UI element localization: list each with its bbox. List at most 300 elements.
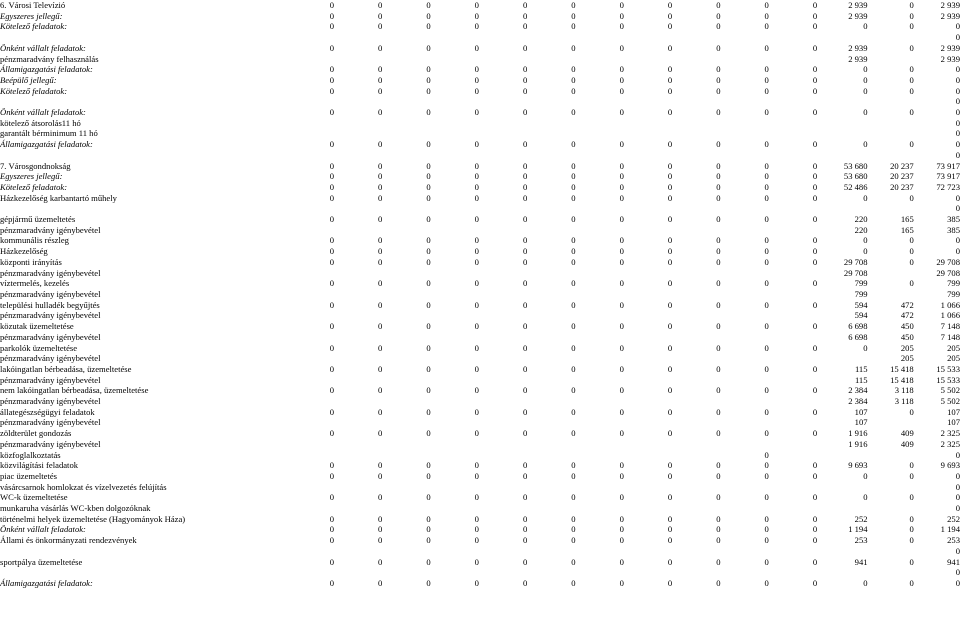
value-cell: 0	[474, 406, 479, 417]
value-cell	[576, 450, 624, 461]
value-cell	[721, 332, 769, 343]
table-row	[0, 482, 960, 493]
value-cell	[431, 439, 479, 450]
row-label-cell	[0, 460, 286, 471]
value-cell: 0	[378, 10, 383, 21]
value-cell: 0	[909, 406, 914, 417]
value-cell: 0	[619, 492, 624, 503]
row-label-cell	[0, 332, 286, 343]
value-cell: 205	[947, 353, 960, 364]
value-cell: 0	[474, 246, 479, 257]
value-cell	[334, 353, 382, 364]
value-cell: 252	[854, 513, 868, 524]
value-cell	[672, 439, 720, 450]
value-cell	[868, 32, 914, 43]
value-cell	[817, 503, 867, 514]
value-cell: 0	[522, 524, 528, 535]
value-cell: 0	[812, 470, 818, 481]
row-label-cell	[0, 278, 286, 289]
row-label: Kötelező feladatok:	[0, 21, 68, 32]
value-cell	[624, 353, 672, 364]
value-cell: 0	[619, 139, 624, 150]
value-cell: 29 708	[843, 256, 868, 267]
value-cell	[721, 396, 769, 407]
value-cell: 0	[716, 342, 721, 353]
value-cell	[334, 289, 382, 300]
value-cell: 0	[571, 160, 576, 171]
value-cell	[672, 225, 720, 236]
value-cell: 0	[426, 556, 431, 567]
value-cell: 115	[854, 374, 868, 385]
value-cell: 9 693	[848, 460, 868, 471]
value-cell	[672, 128, 720, 139]
value-cell	[527, 417, 575, 428]
value-cell	[672, 32, 720, 43]
table-row	[0, 450, 960, 461]
row-label-cell	[0, 32, 286, 43]
value-cell: 0	[619, 524, 624, 535]
value-cell: 1 066	[940, 299, 960, 310]
value-cell	[624, 375, 672, 386]
value-cell: 0	[667, 556, 673, 567]
value-cell: 0	[378, 107, 383, 118]
table-row	[0, 385, 960, 396]
value-cell: 799	[854, 278, 868, 289]
value-cell: 72 723	[936, 181, 960, 192]
value-cell: 0	[812, 235, 818, 246]
value-cell: 0	[764, 171, 769, 182]
row-label: pénzmaradvány igénybevétel	[0, 374, 101, 385]
value-cell	[286, 310, 334, 321]
value-cell: 0	[764, 363, 769, 374]
row-label: Államigazgatási feladatok:	[0, 139, 93, 150]
value-cell: 0	[863, 246, 868, 257]
value-cell: 450	[900, 331, 914, 342]
value-cell: 0	[619, 556, 624, 567]
value-cell: 0	[426, 256, 431, 267]
value-cell	[769, 482, 817, 493]
row-label-cell	[0, 546, 286, 557]
value-cell	[382, 268, 430, 279]
value-cell: 0	[522, 10, 528, 21]
value-cell: 2 384	[848, 396, 868, 407]
value-cell	[576, 54, 624, 65]
value-cell: 0	[863, 235, 868, 246]
value-cell	[769, 310, 817, 321]
value-cell	[868, 567, 914, 578]
value-cell: 0	[474, 139, 479, 150]
value-cell	[769, 567, 817, 578]
row-label: vásárcsarnok homlokzat és vízelvezetés felújítás	[0, 481, 167, 492]
value-cell: 0	[378, 321, 383, 332]
value-cell	[431, 310, 479, 321]
value-cell	[721, 567, 769, 578]
value-cell: 0	[522, 246, 528, 257]
value-cell: 1 194	[848, 524, 868, 535]
value-cell: 0	[667, 428, 673, 439]
value-cell	[769, 32, 817, 43]
value-cell	[286, 268, 334, 279]
value-cell: 73 917	[936, 160, 960, 171]
table-row	[0, 139, 960, 150]
row-label-cell	[0, 54, 286, 65]
value-cell	[817, 96, 867, 107]
value-cell: 0	[378, 278, 383, 289]
value-cell: 0	[764, 160, 769, 171]
value-cell	[334, 396, 382, 407]
value-cell	[431, 96, 479, 107]
value-cell: 0	[764, 64, 769, 75]
value-cell	[624, 225, 672, 236]
value-cell: 0	[716, 235, 721, 246]
value-cell: 0	[716, 214, 721, 225]
value-cell: 0	[812, 342, 818, 353]
value-cell: 0	[426, 10, 431, 21]
value-cell: 52 486	[843, 181, 868, 192]
value-cell: 0	[426, 513, 431, 524]
value-cell	[334, 54, 382, 65]
value-cell: 0	[619, 160, 624, 171]
row-label-cell	[0, 0, 286, 11]
value-cell: 0	[716, 192, 721, 203]
value-cell: 409	[900, 428, 914, 439]
value-cell: 0	[329, 21, 334, 32]
value-cell	[286, 54, 334, 65]
value-cell: 20 237	[890, 171, 914, 182]
value-cell: 0	[909, 74, 914, 85]
value-cell	[431, 417, 479, 428]
value-cell	[817, 203, 867, 214]
value-cell	[624, 310, 672, 321]
value-cell: 0	[812, 139, 818, 150]
value-cell	[721, 96, 769, 107]
table-row	[0, 257, 960, 268]
row-label: sportpálya üzemeltetése	[0, 556, 83, 567]
value-cell: 0	[378, 385, 383, 396]
value-cell: 0	[522, 74, 528, 85]
table-row	[0, 203, 960, 214]
value-cell	[286, 396, 334, 407]
value-cell	[479, 310, 527, 321]
value-cell: 0	[955, 149, 960, 160]
value-cell: 0	[667, 256, 673, 267]
row-label-cell	[0, 171, 286, 182]
value-cell: 0	[426, 406, 431, 417]
value-cell	[382, 450, 430, 461]
value-cell: 0	[863, 64, 868, 75]
value-cell: 165	[900, 224, 914, 235]
value-cell: 0	[955, 107, 960, 118]
value-cell: 205	[947, 342, 960, 353]
value-cell: 0	[812, 256, 818, 267]
value-cell: 0	[619, 321, 624, 332]
value-cell: 0	[522, 363, 528, 374]
value-cell	[334, 96, 382, 107]
table-row	[0, 75, 960, 86]
value-cell: 0	[764, 246, 769, 257]
value-cell	[286, 332, 334, 343]
value-cell	[334, 225, 382, 236]
value-cell: 0	[812, 406, 818, 417]
value-cell: 0	[426, 21, 431, 32]
value-cell: 0	[329, 278, 334, 289]
table-row	[0, 375, 960, 386]
value-cell	[286, 289, 334, 300]
table-row	[0, 503, 960, 514]
value-cell: 0	[619, 363, 624, 374]
table-row	[0, 182, 960, 193]
value-cell: 0	[619, 74, 624, 85]
value-cell: 0	[571, 214, 576, 225]
value-cell: 0	[909, 470, 914, 481]
value-cell: 0	[764, 513, 769, 524]
value-cell: 0	[426, 85, 431, 96]
value-cell: 0	[863, 192, 868, 203]
value-cell: 0	[667, 524, 673, 535]
value-cell	[624, 96, 672, 107]
value-cell: 0	[764, 21, 769, 32]
value-cell: 0	[571, 192, 576, 203]
row-label: parkolók üzemeltetése	[0, 342, 78, 353]
value-cell	[672, 503, 720, 514]
value-cell	[286, 353, 334, 364]
value-cell: 0	[426, 246, 431, 257]
value-cell: 0	[522, 513, 528, 524]
row-label-cell	[0, 161, 286, 172]
value-cell: 0	[764, 181, 769, 192]
value-cell: 0	[329, 160, 334, 171]
value-cell: 15 533	[936, 374, 960, 385]
value-cell	[721, 128, 769, 139]
value-cell: 0	[955, 64, 960, 75]
value-cell: 0	[619, 42, 624, 53]
table-row	[0, 546, 960, 557]
value-cell: 0	[571, 460, 576, 471]
value-cell: 0	[426, 385, 431, 396]
value-cell	[431, 225, 479, 236]
value-cell: 0	[426, 171, 431, 182]
value-cell: 0	[474, 256, 479, 267]
value-cell: 0	[522, 385, 528, 396]
value-cell	[286, 482, 334, 493]
row-label: közfoglalkoztatás	[0, 449, 61, 460]
value-cell	[769, 503, 817, 514]
table-row	[0, 557, 960, 568]
value-cell: 0	[764, 406, 769, 417]
value-cell: 0	[522, 406, 528, 417]
value-cell: 0	[667, 21, 673, 32]
value-cell: 29 708	[936, 256, 960, 267]
value-cell: 0	[522, 21, 528, 32]
value-cell: 0	[474, 513, 479, 524]
value-cell: 0	[329, 470, 334, 481]
value-cell: 0	[474, 214, 479, 225]
value-cell: 0	[378, 0, 383, 10]
value-cell: 0	[571, 428, 576, 439]
value-cell: 0	[474, 556, 479, 567]
row-label-cell	[0, 225, 286, 236]
value-cell: 0	[619, 107, 624, 118]
value-cell	[527, 268, 575, 279]
value-cell: 0	[329, 74, 334, 85]
value-cell: 0	[571, 492, 576, 503]
value-cell: 0	[955, 32, 960, 43]
value-cell: 0	[716, 0, 721, 10]
value-cell: 799	[947, 288, 960, 299]
value-cell: 0	[329, 10, 334, 21]
value-cell: 107	[947, 417, 960, 428]
value-cell: 0	[716, 10, 721, 21]
value-cell	[431, 32, 479, 43]
value-cell: 0	[764, 577, 769, 588]
value-cell: 0	[571, 235, 576, 246]
value-cell: 0	[619, 171, 624, 182]
value-cell	[286, 225, 334, 236]
value-cell	[479, 128, 527, 139]
value-cell	[334, 203, 382, 214]
value-cell: 2 939	[940, 42, 960, 53]
table-row	[0, 246, 960, 257]
value-cell	[334, 150, 382, 161]
value-cell	[769, 353, 817, 364]
value-cell: 0	[764, 139, 769, 150]
table-row	[0, 567, 960, 578]
value-cell: 0	[522, 470, 528, 481]
value-cell: 0	[667, 299, 673, 310]
row-label-cell	[0, 482, 286, 493]
value-cell: 0	[716, 406, 721, 417]
value-cell: 0	[909, 278, 914, 289]
value-cell: 0	[764, 342, 769, 353]
value-cell	[769, 546, 817, 557]
value-cell	[624, 567, 672, 578]
value-cell	[334, 32, 382, 43]
row-label: garantált bérminimum 11 hó	[0, 128, 98, 139]
value-cell	[817, 150, 867, 161]
value-cell	[868, 54, 914, 65]
value-cell	[382, 546, 430, 557]
value-cell	[721, 225, 769, 236]
value-cell: 9 693	[940, 460, 960, 471]
value-cell	[576, 567, 624, 578]
value-cell: 0	[571, 181, 576, 192]
value-cell	[868, 128, 914, 139]
value-cell	[382, 96, 430, 107]
value-cell	[527, 482, 575, 493]
value-cell	[576, 396, 624, 407]
row-label: központi irányítás	[0, 256, 62, 267]
value-cell: 0	[716, 535, 721, 546]
value-cell: 0	[571, 278, 576, 289]
value-cell	[527, 439, 575, 450]
value-cell: 0	[522, 42, 528, 53]
row-label: lakóingatlan bérbeadása, üzemeltetése	[0, 363, 132, 374]
value-cell: 0	[571, 42, 576, 53]
value-cell: 73 917	[936, 171, 960, 182]
value-cell	[868, 417, 914, 428]
value-cell	[672, 546, 720, 557]
value-cell: 0	[329, 406, 334, 417]
value-cell	[431, 54, 479, 65]
value-cell	[624, 203, 672, 214]
value-cell: 0	[378, 342, 383, 353]
table-row	[0, 225, 960, 236]
value-cell: 0	[764, 299, 769, 310]
value-cell: 0	[909, 246, 914, 257]
value-cell	[382, 118, 430, 129]
value-cell: 0	[426, 428, 431, 439]
value-cell: 15 533	[936, 363, 960, 374]
value-cell: 0	[955, 577, 960, 588]
value-cell: 5 502	[940, 396, 960, 407]
value-cell	[527, 332, 575, 343]
value-cell: 0	[667, 577, 673, 588]
value-cell	[382, 353, 430, 364]
value-cell: 3 118	[894, 396, 914, 407]
value-cell: 0	[667, 64, 673, 75]
row-label-cell	[0, 268, 286, 279]
value-cell: 0	[378, 492, 383, 503]
value-cell: 0	[329, 460, 334, 471]
row-label-cell	[0, 96, 286, 107]
value-cell: 0	[474, 42, 479, 53]
value-cell: 0	[426, 64, 431, 75]
value-cell: 0	[955, 192, 960, 203]
value-cell: 594	[854, 310, 868, 321]
value-cell	[672, 417, 720, 428]
value-cell: 0	[667, 492, 673, 503]
value-cell	[672, 54, 720, 65]
row-label-cell	[0, 182, 286, 193]
value-cell	[868, 482, 914, 493]
value-cell: 0	[522, 256, 528, 267]
row-label: települési hulladék begyűjtés	[0, 299, 100, 310]
table-row	[0, 332, 960, 343]
value-cell	[576, 225, 624, 236]
table-row	[0, 268, 960, 279]
value-cell	[334, 439, 382, 450]
value-cell: 0	[426, 181, 431, 192]
value-cell	[769, 118, 817, 129]
value-cell: 0	[329, 299, 334, 310]
value-cell: 0	[909, 139, 914, 150]
value-cell: 0	[909, 107, 914, 118]
value-cell: 0	[571, 535, 576, 546]
row-label: pénzmaradvány igénybevétel	[0, 331, 101, 342]
value-cell: 0	[329, 256, 334, 267]
value-cell: 0	[812, 492, 818, 503]
table-row	[0, 54, 960, 65]
row-label-cell	[0, 21, 286, 32]
value-cell	[382, 225, 430, 236]
value-cell: 0	[522, 64, 528, 75]
value-cell: 0	[955, 449, 960, 460]
value-cell	[576, 353, 624, 364]
value-cell: 0	[474, 107, 479, 118]
row-label-cell	[0, 64, 286, 75]
value-cell: 0	[522, 160, 528, 171]
value-cell: 0	[716, 278, 721, 289]
value-cell	[479, 203, 527, 214]
value-cell	[672, 375, 720, 386]
value-cell: 2 939	[940, 53, 960, 64]
value-cell	[431, 482, 479, 493]
value-cell: 0	[571, 171, 576, 182]
value-cell: 0	[329, 192, 334, 203]
value-cell: 0	[764, 235, 769, 246]
row-label-cell	[0, 343, 286, 354]
value-cell: 0	[764, 42, 769, 53]
